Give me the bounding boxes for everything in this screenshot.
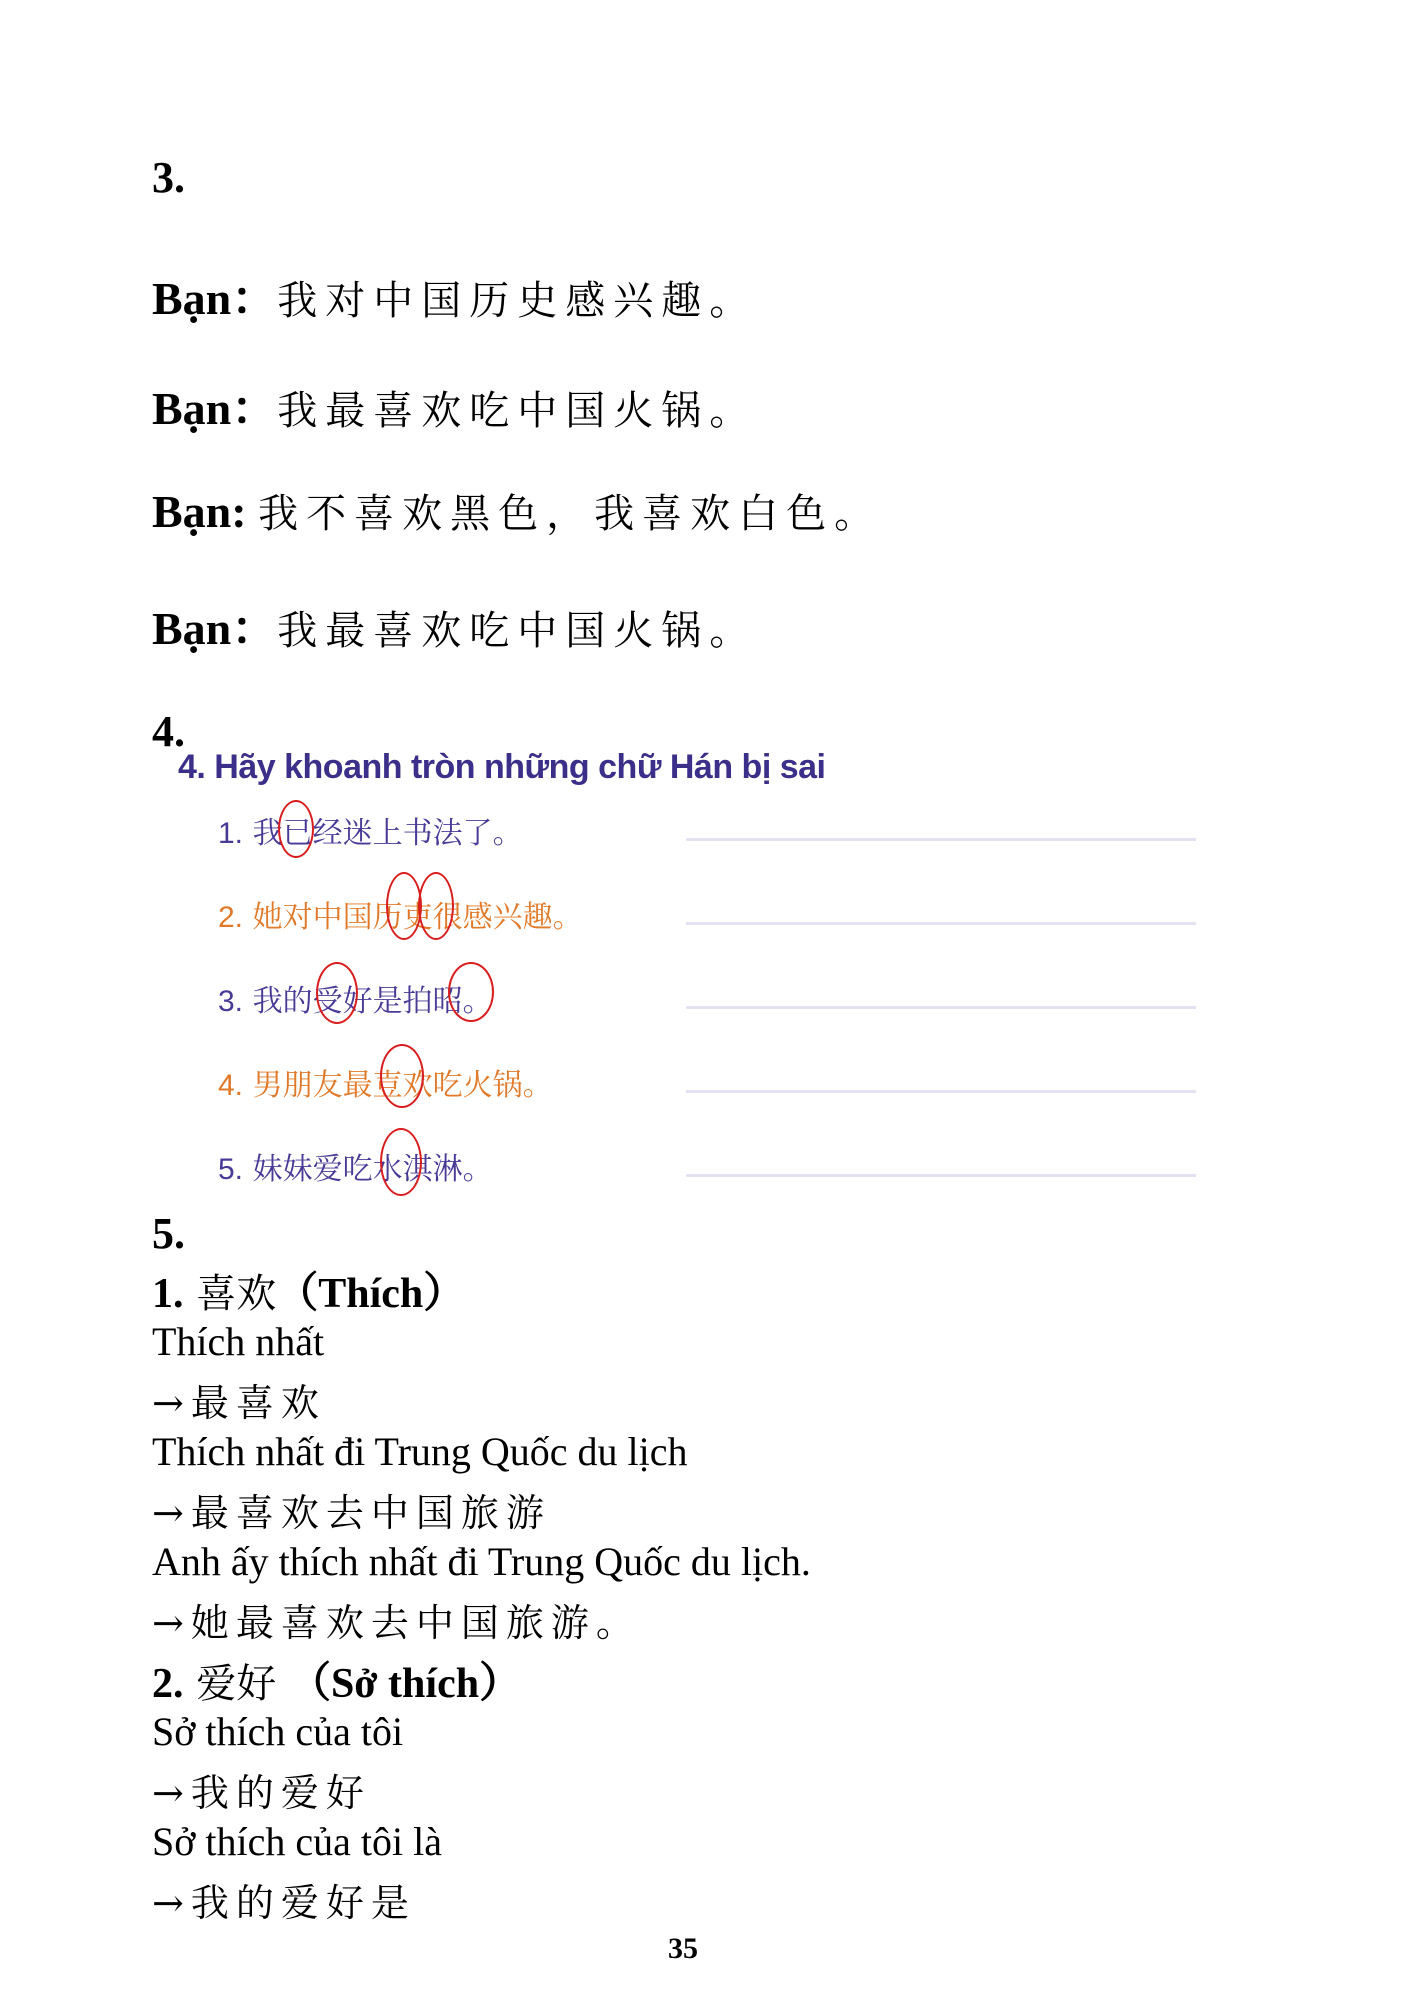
- error-circle: [380, 1044, 424, 1108]
- dialogue-line-2: [152, 372, 757, 438]
- exercise-item-5: [218, 1144, 493, 1188]
- example-line: Thích nhất: [152, 1319, 325, 1364]
- speaker-colon: ：: [231, 603, 278, 654]
- speaker-colon: ：: [231, 273, 278, 324]
- error-circle: [278, 800, 314, 858]
- subheading-zh: 爱好: [183, 1661, 289, 1707]
- example-line: Anh ấy thích nhất đi Trung Quốc du lịch.: [152, 1539, 811, 1584]
- error-circle: [386, 872, 422, 940]
- item-text: 我的受好是拍昭。: [252, 984, 493, 1019]
- item-number: 1.: [218, 817, 244, 850]
- exercise-title: 4. Hãy khoanh tròn những chữ Hán bị sai: [178, 748, 826, 786]
- item-text: 妹妹爱吃水淇淋。: [252, 1152, 493, 1187]
- page-number: 35: [668, 1932, 698, 1965]
- error-circle: [418, 872, 454, 940]
- subheading-vi: （Sở thích）: [288, 1661, 522, 1707]
- speaker-colon: :: [231, 486, 259, 537]
- exercise-item-1: [218, 808, 523, 852]
- section-3-number: 3.: [152, 153, 185, 202]
- example-line-zh: →我的爱好是: [152, 1881, 416, 1925]
- example-line: Sở thích của tôi: [152, 1709, 404, 1754]
- subheading-number: 1.: [152, 1271, 184, 1317]
- answer-line-3[interactable]: [686, 1006, 1196, 1009]
- example-line-zh: →我的爱好: [152, 1771, 371, 1815]
- answer-line-2[interactable]: [686, 922, 1196, 925]
- dialogue-text: 我最喜欢吃中国火锅。: [277, 608, 758, 654]
- dialogue-line-3: [152, 482, 882, 539]
- dialogue-line-4: [152, 592, 757, 658]
- subheading-1: [152, 1260, 465, 1320]
- dialogue-text: 我最喜欢吃中国火锅。: [277, 388, 758, 434]
- item-text: 我已经迷上书法了。: [252, 816, 523, 851]
- example-line: Thích nhất đi Trung Quốc du lịch: [152, 1429, 688, 1474]
- speaker-colon: ：: [231, 383, 278, 434]
- item-number: 4.: [218, 1069, 244, 1102]
- example-line: Sở thích của tôi là: [152, 1819, 442, 1864]
- dialogue-text: 我对中国历史感兴趣。: [277, 278, 758, 324]
- item-number: 2.: [218, 901, 244, 934]
- dialogue-text: 我不喜欢黑色，我喜欢白色。: [258, 491, 883, 537]
- error-circle: [316, 962, 358, 1024]
- speaker-label: Bạn: [152, 603, 232, 654]
- section-5-number: 5.: [152, 1209, 185, 1258]
- subheading-2: [152, 1650, 521, 1710]
- dialogue-line-1: [152, 262, 757, 328]
- item-text: 她对中国历吏很感兴趣。: [252, 900, 583, 935]
- example-line-zh: →她最喜欢去中国旅游。: [152, 1601, 641, 1645]
- answer-line-1[interactable]: [686, 838, 1196, 841]
- section-4-number: 4.: [152, 707, 185, 756]
- subheading-number: 2.: [152, 1661, 184, 1707]
- example-line-zh: →最喜欢去中国旅游: [152, 1491, 551, 1535]
- example-line-zh: →最喜欢: [152, 1381, 326, 1425]
- subheading-vi: （Thích）: [276, 1271, 466, 1317]
- subheading-zh: 喜欢: [183, 1271, 277, 1317]
- speaker-label: Bạn: [152, 273, 232, 324]
- item-number: 5.: [218, 1153, 244, 1186]
- item-text: 男朋友最壴欢吃火锅。: [252, 1068, 553, 1103]
- error-circle: [448, 962, 494, 1022]
- speaker-label: Bạn: [152, 486, 232, 537]
- item-number: 3.: [218, 985, 244, 1018]
- error-circle: [380, 1128, 422, 1196]
- answer-line-4[interactable]: [686, 1090, 1196, 1093]
- speaker-label: Bạn: [152, 383, 232, 434]
- answer-line-5[interactable]: [686, 1174, 1196, 1177]
